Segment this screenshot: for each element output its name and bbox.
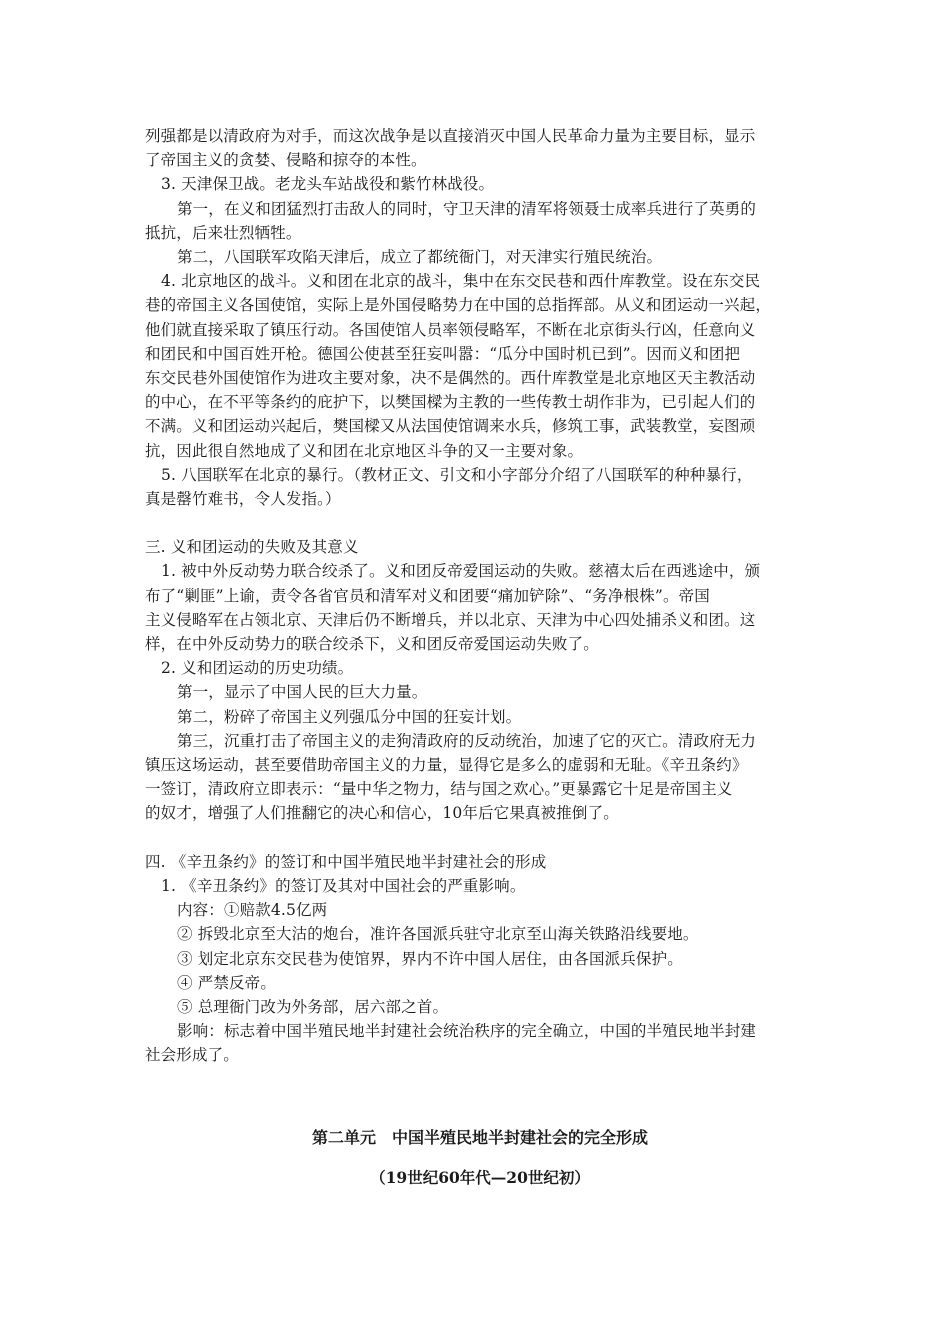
text-line: 巷的帝国主义各国使馆，实际上是外国侵略势力在中国的总指挥部。从义和团运动一兴起， bbox=[145, 296, 772, 315]
text-line: ② 拆毁北京至大沽的炮台，准许各国派兵驻守北京至山海关铁路沿线要地。 bbox=[177, 925, 699, 944]
text-line: 的中心，在不平等条约的庇护下，以樊国樑为主教的一些传教士胡作非为，已引起人们的 bbox=[145, 393, 756, 412]
blank-line bbox=[145, 826, 815, 850]
text-line: ④ 严禁反帝。 bbox=[177, 973, 276, 992]
text-line: 1. 《辛丑条约》的签订及其对中国社会的严重影响。 bbox=[161, 876, 526, 895]
text-line: 四. 《辛丑条约》的签订和中国半殖民地半封建社会的形成 bbox=[145, 852, 547, 871]
text-line: 第三，沉重打击了帝国主义的走狗清政府的反动统治，加速了它的灭亡。清政府无力 bbox=[177, 731, 757, 750]
text-line: 真是罄竹难书，令人发指。） bbox=[145, 490, 341, 509]
text-line: 抗，因此很自然地成了义和团在北京地区斗争的又一主要对象。 bbox=[145, 441, 584, 460]
text-line: 和团民和中国百姓开枪。德国公使甚至狂妄叫嚣：“瓜分中国时机已到”。因而义和团把 bbox=[145, 344, 741, 363]
text-line: 2. 义和团运动的历史功绩。 bbox=[161, 659, 354, 678]
text-line: 样，在中外反动势力的联合绞杀下，义和团反帝爱国运动失败了。 bbox=[145, 635, 599, 654]
unit-subtitle: （19世纪60年代—20世纪初） bbox=[370, 1167, 590, 1187]
text-line: 5. 八国联军在北京的暴行。（教材正文、引文和小字部分介绍了八国联军的种种暴行， bbox=[161, 465, 753, 484]
text-line: 三. 义和团运动的失败及其意义 bbox=[145, 538, 359, 557]
text-line: 列强都是以清政府为对手，而这次战争是以直接消灭中国人民革命力量为主要目标，显示 bbox=[145, 127, 756, 145]
section-spacer bbox=[145, 1068, 815, 1126]
document-body bbox=[145, 124, 815, 1190]
text-lines bbox=[145, 124, 815, 1068]
text-line: 社会形成了。 bbox=[145, 1046, 239, 1065]
text-line: 他们就直接采取了镇压行动。各国使馆人员率领侵略军，不断在北京街头行凶，任意向义 bbox=[145, 320, 756, 339]
text-line: ⑤ 总理衙门改为外务部，居六部之首。 bbox=[177, 997, 449, 1016]
text-line: 布了“剿匪”上谕，责令各省官员和清军对义和团要“痛加铲除”、“务净根株”。帝国 bbox=[145, 586, 710, 605]
text-line: 东交民巷外国使馆作为进攻主要对象，决不是偶然的。西什库教堂是北京地区天主教活动 bbox=[145, 369, 756, 388]
blank-line bbox=[145, 511, 815, 535]
text-line: 抵抗，后来壮烈牺牲。 bbox=[145, 223, 302, 242]
text-line: 不满。义和团运动兴起后，樊国樑又从法国使馆调来水兵，修筑工事，武装教堂，妄图顽 bbox=[145, 417, 756, 436]
text-line: 的奴才，增强了人们推翻它的决心和信心，10年后它果真被推倒了。 bbox=[145, 804, 619, 823]
text-line: ③ 划定北京东交民巷为使馆界，界内不许中国人居住，由各国派兵保护。 bbox=[177, 949, 683, 968]
text-line: 4. 北京地区的战斗。义和团在北京的战斗，集中在东交民巷和西什库教堂。设在东交民 bbox=[161, 272, 761, 291]
text-line: 3. 天津保卫战。老龙头车站战役和紫竹林战役。 bbox=[161, 175, 495, 194]
unit-title: 第二单元 中国半殖民地半封建社会的完全形成 bbox=[311, 1127, 648, 1147]
text-line: 第二，粉碎了帝国主义列强瓜分中国的狂妄计划。 bbox=[177, 707, 522, 726]
text-line: 内容：①赔款4.5亿两 bbox=[177, 901, 328, 920]
text-line: 镇压这场运动，甚至要借助帝国主义的力量，显得它是多么的虚弱和无耻。《辛丑条约》 bbox=[145, 756, 748, 775]
text-line: 第一，在义和团猛烈打击敌人的同时，守卫天津的清军将领聂士成率兵进行了英勇的 bbox=[177, 199, 757, 218]
text-line: 主义侵略军在占领北京、天津后仍不断增兵，并以北京、天津为中心四处捕杀义和团。这 bbox=[145, 610, 756, 629]
text-line: 一签订，清政府立即表示：“量中华之物力，结与国之欢心。”更暴露它十足是帝国主义 bbox=[145, 780, 733, 799]
text-line: 影响：标志着中国半殖民地半封建社会统治秩序的完全确立，中国的半殖民地半封建 bbox=[177, 1022, 757, 1041]
text-line: 第二，八国联军攻陷天津后，成立了都统衙门，对天津实行殖民统治。 bbox=[177, 248, 663, 267]
text-line: 1. 被中外反动势力联合绞杀了。义和团反帝爱国运动的失败。慈禧太后在西逃途中，颁 bbox=[161, 562, 761, 581]
text-line: 第一，显示了中国人民的巨大力量。 bbox=[177, 683, 428, 702]
text-line: 了帝国主义的贪婪、侵略和掠夺的本性。 bbox=[145, 151, 427, 170]
